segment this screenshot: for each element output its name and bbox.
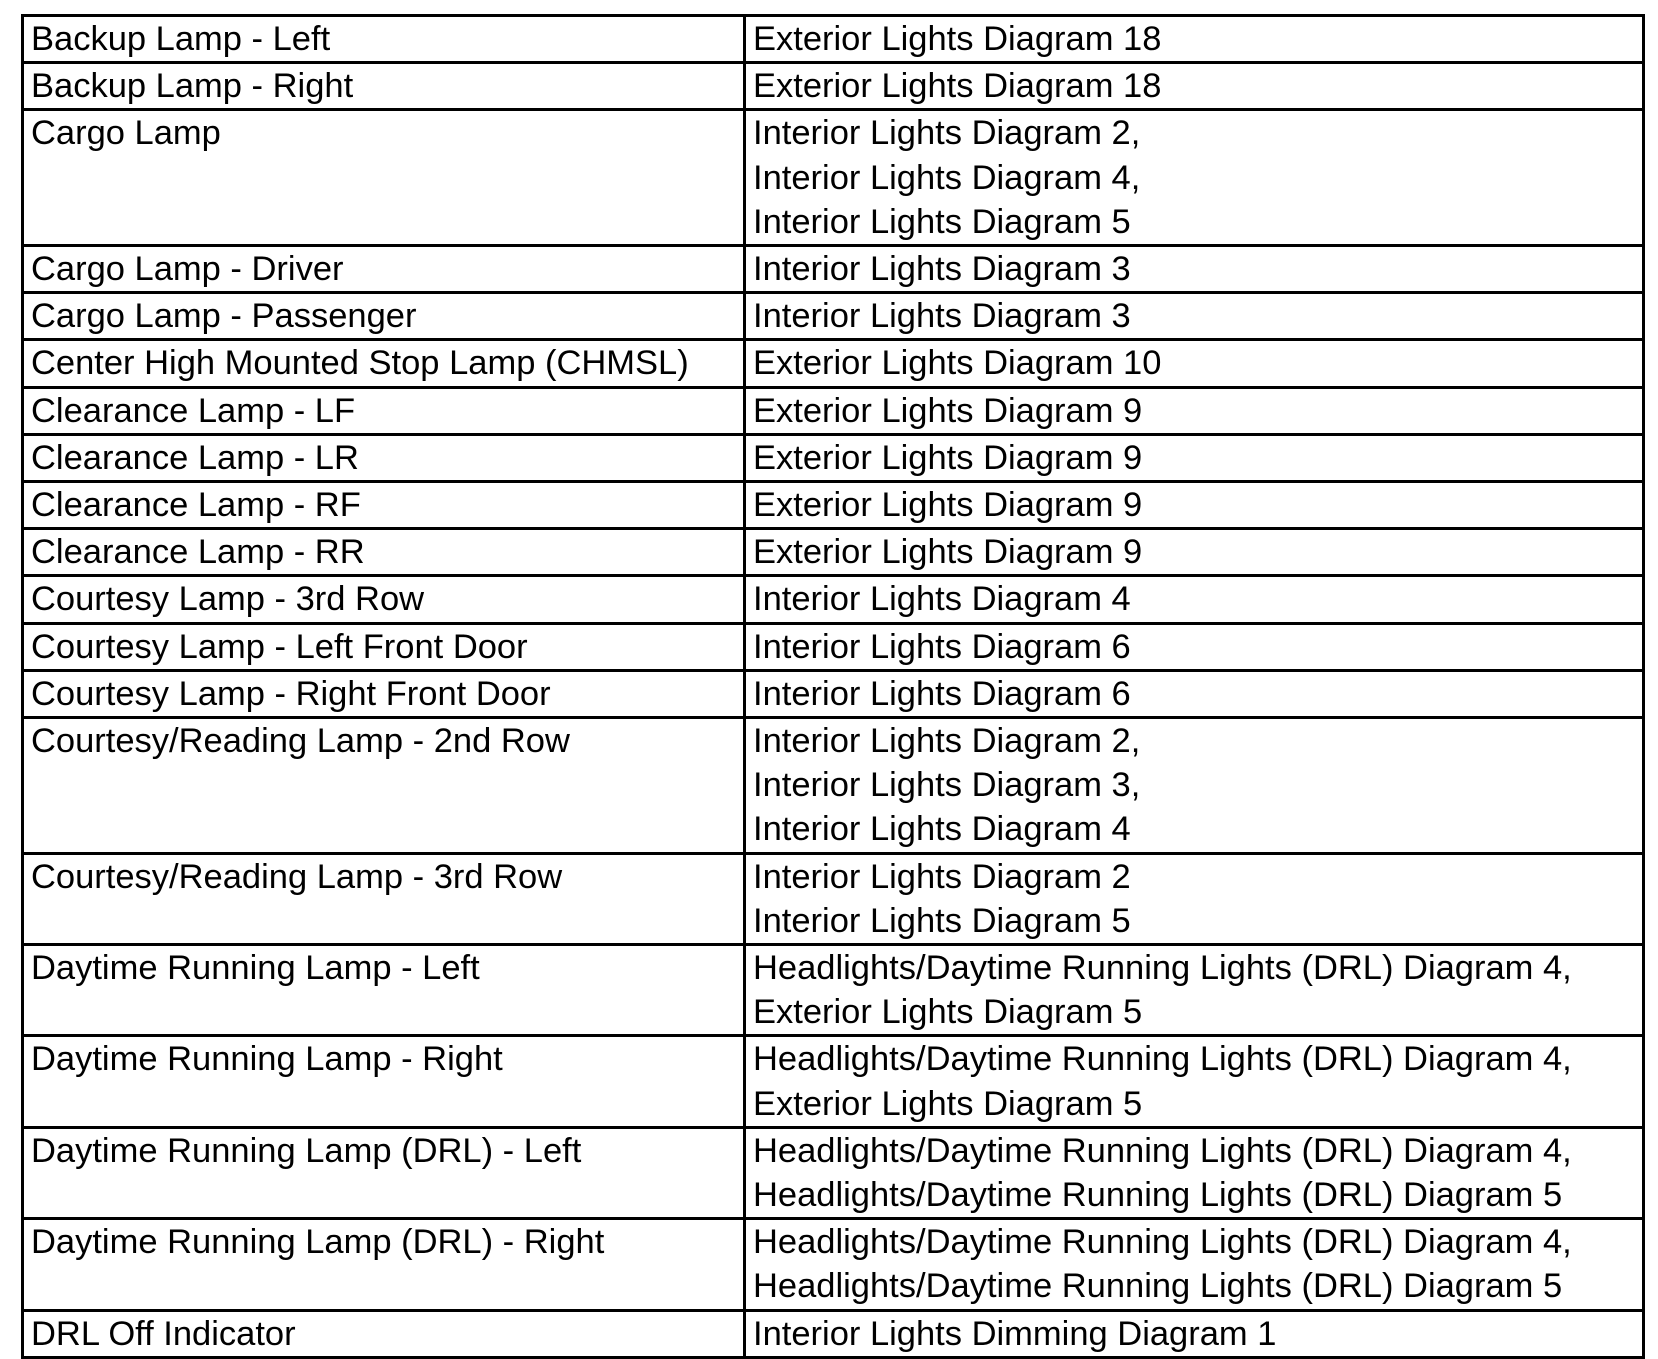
diagram-reference: Interior Lights Diagram 2,	[753, 114, 1141, 153]
diagram-reference: Exterior Lights Diagram 9	[753, 391, 1143, 430]
diagram-reference: Interior Lights Diagram 2,	[753, 722, 1141, 761]
diagram-location-cell	[745, 434, 1644, 481]
component-name-cell: Cargo Lamp - Driver	[23, 246, 745, 293]
diagram-location-cell	[745, 340, 1644, 387]
diagram-reference: Interior Lights Diagram 4	[753, 810, 1131, 849]
diagram-reference: Exterior Lights Diagram 9	[753, 438, 1143, 477]
diagram-location-cell	[745, 387, 1644, 434]
diagram-reference: Headlights/Daytime Running Lights (DRL) Diagram 4,	[753, 1223, 1572, 1262]
diagram-location-cell	[745, 1127, 1644, 1218]
diagram-reference: Interior Lights Diagram 6	[753, 674, 1131, 713]
diagram-reference: Exterior Lights Diagram 18	[753, 20, 1162, 58]
diagram-reference: Interior Lights Diagram 4,	[753, 158, 1141, 197]
diagram-reference: Exterior Lights Diagram 18	[753, 67, 1162, 106]
diagram-location-cell	[745, 623, 1644, 670]
table-row	[23, 482, 1644, 529]
component-name-cell: Courtesy Lamp - Right Front Door	[23, 670, 745, 717]
component-name-cell: Courtesy Lamp - 3rd Row	[23, 576, 745, 623]
component-name-cell: Clearance Lamp - LF	[23, 387, 745, 434]
diagram-reference: Interior Lights Diagram 5	[753, 901, 1131, 940]
component-name-cell: Clearance Lamp - LR	[23, 434, 745, 481]
diagram-reference: Exterior Lights Diagram 10	[753, 344, 1162, 383]
table-row	[23, 1127, 1644, 1218]
table-row	[23, 246, 1644, 293]
diagram-location-cell	[745, 670, 1644, 717]
diagram-reference: Interior Lights Diagram 6	[753, 627, 1131, 666]
diagram-reference: Headlights/Daytime Running Lights (DRL) Diagram 4,	[753, 1131, 1572, 1170]
component-location-table	[21, 14, 1645, 1359]
diagram-reference: Interior Lights Diagram 4	[753, 580, 1131, 619]
component-name-cell: Cargo Lamp	[23, 110, 745, 246]
component-name-cell: Courtesy Lamp - Left Front Door	[23, 623, 745, 670]
diagram-reference: Headlights/Daytime Running Lights (DRL) Diagram 5	[753, 1176, 1563, 1215]
table-row	[23, 529, 1644, 576]
diagram-reference: Interior Lights Diagram 3	[753, 250, 1131, 289]
diagram-reference: Interior Lights Diagram 3,	[753, 766, 1141, 805]
table-body	[23, 16, 1644, 1358]
diagram-reference: Exterior Lights Diagram 5	[753, 1084, 1143, 1123]
diagram-location-cell	[745, 1219, 1644, 1310]
component-name-cell: Center High Mounted Stop Lamp (CHMSL)	[23, 340, 745, 387]
diagram-reference: Interior Lights Dimming Diagram 1	[753, 1314, 1277, 1353]
table-row	[23, 670, 1644, 717]
diagram-reference: Exterior Lights Diagram 9	[753, 486, 1143, 525]
table-row	[23, 387, 1644, 434]
component-name-cell: Cargo Lamp - Passenger	[23, 293, 745, 340]
diagram-location-cell	[745, 63, 1644, 110]
diagram-location-cell	[745, 246, 1644, 293]
component-name-cell: Daytime Running Lamp (DRL) - Left	[23, 1127, 745, 1218]
diagram-location-cell	[745, 110, 1644, 246]
table-row	[23, 1310, 1644, 1357]
diagram-location-cell	[745, 945, 1644, 1036]
table-row	[23, 576, 1644, 623]
table-row	[23, 945, 1644, 1036]
table-row	[23, 16, 1644, 63]
component-name-cell: Clearance Lamp - RF	[23, 482, 745, 529]
table-row	[23, 110, 1644, 246]
table-row	[23, 853, 1644, 944]
diagram-reference: Exterior Lights Diagram 5	[753, 993, 1143, 1032]
table-row	[23, 1219, 1644, 1310]
table-row	[23, 340, 1644, 387]
diagram-location-cell	[745, 482, 1644, 529]
table-row	[23, 718, 1644, 854]
component-name-cell: Backup Lamp - Right	[23, 63, 745, 110]
table-row	[23, 623, 1644, 670]
table-row	[23, 434, 1644, 481]
diagram-location-cell	[745, 1036, 1644, 1127]
diagram-reference: Interior Lights Diagram 5	[753, 202, 1131, 241]
table-row	[23, 1036, 1644, 1127]
diagram-reference: Exterior Lights Diagram 9	[753, 533, 1143, 572]
diagram-location-cell	[745, 293, 1644, 340]
component-name-cell: Backup Lamp - Left	[23, 16, 745, 63]
component-name-cell: Daytime Running Lamp - Right	[23, 1036, 745, 1127]
component-name-cell: Courtesy/Reading Lamp - 3rd Row	[23, 853, 745, 944]
diagram-reference: Headlights/Daytime Running Lights (DRL) Diagram 4,	[753, 949, 1572, 988]
diagram-location-cell	[745, 853, 1644, 944]
component-name-cell: Courtesy/Reading Lamp - 2nd Row	[23, 718, 745, 854]
diagram-location-cell	[745, 16, 1644, 63]
component-name-cell: Daytime Running Lamp - Left	[23, 945, 745, 1036]
component-name-cell: DRL Off Indicator	[23, 1310, 745, 1357]
diagram-reference: Interior Lights Diagram 2	[753, 857, 1131, 896]
component-name-cell: Daytime Running Lamp (DRL) - Right	[23, 1219, 745, 1310]
diagram-reference: Interior Lights Diagram 3	[753, 297, 1131, 336]
diagram-location-cell	[745, 718, 1644, 854]
diagram-reference: Headlights/Daytime Running Lights (DRL) Diagram 5	[753, 1267, 1563, 1306]
diagram-location-cell	[745, 529, 1644, 576]
table-row	[23, 293, 1644, 340]
diagram-location-cell	[745, 1310, 1644, 1357]
component-name-cell: Clearance Lamp - RR	[23, 529, 745, 576]
table-row	[23, 63, 1644, 110]
diagram-location-cell	[745, 576, 1644, 623]
diagram-reference: Headlights/Daytime Running Lights (DRL) Diagram 4,	[753, 1040, 1572, 1079]
